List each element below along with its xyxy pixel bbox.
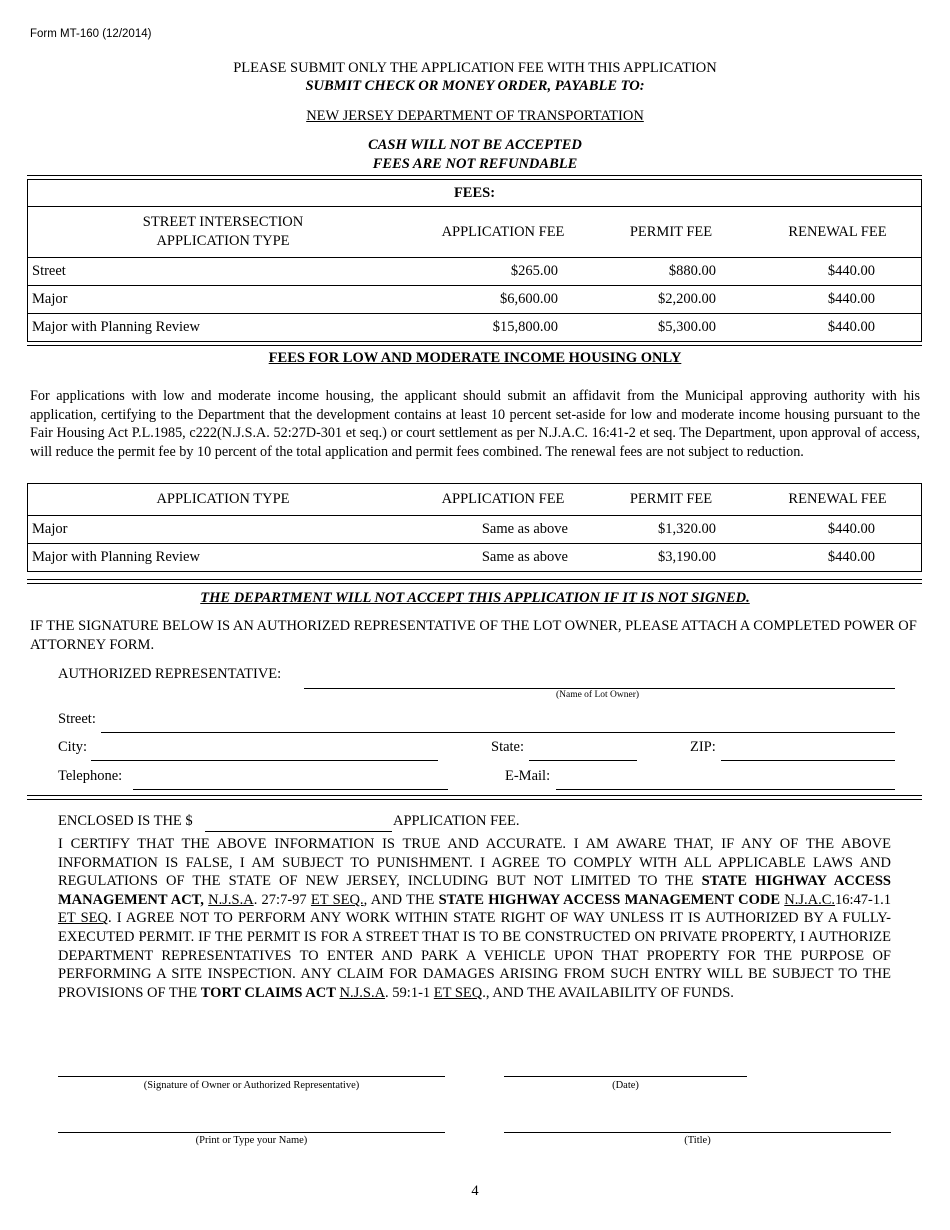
low-income-heading: FEES FOR LOW AND MODERATE INCOME HOUSING ONLY bbox=[268, 350, 682, 366]
table-row bbox=[28, 314, 921, 342]
refund-notice: FEES ARE NOT REFUNDABLE bbox=[372, 156, 578, 172]
fees-table-box bbox=[27, 179, 922, 342]
row-renewal-fee: $440.00 bbox=[754, 286, 921, 314]
title-caption: (Title) bbox=[684, 1135, 711, 1146]
payable-notice: SUBMIT CHECK OR MONEY ORDER, PAYABLE TO: bbox=[305, 78, 645, 94]
row-renewal-fee: $440.00 bbox=[754, 258, 921, 286]
col-renewal-header: RENEWAL FEE bbox=[754, 207, 921, 258]
row-permit-fee: $3,190.00 bbox=[658, 549, 716, 565]
divider bbox=[27, 795, 922, 796]
auth-rep-label: AUTHORIZED REPRESENTATIVE: bbox=[58, 666, 282, 682]
low-income-paragraph: For applications with low and moderate income housing, the applicant should submit an affidavit from the Municipal approving authority with his application, certifying to the Department that the development contains at least 10 percent set-aside for low and moderate income housing pursuant to the Fair Housing Act P.L.1985, c222(N.J.S.A. 52:27D-301 et seq.) or court settlement as per N.J.A.C. 16:41-2 et seq. The Department, upon approval of access, will reduce the permit fee by 10 percent of the total application and permit fees combined. The renewal fees are not subject to reduction. bbox=[30, 388, 920, 460]
fees-title: FEES: bbox=[28, 180, 921, 207]
zip-input[interactable] bbox=[721, 740, 895, 761]
signature-line[interactable] bbox=[58, 1076, 445, 1077]
fees-table bbox=[28, 207, 921, 341]
divider bbox=[27, 583, 922, 584]
divider bbox=[27, 579, 922, 580]
row-app-fee: $6,600.00 bbox=[418, 286, 588, 314]
table-row bbox=[28, 258, 921, 286]
page-number: 4 bbox=[471, 1183, 479, 1199]
fees-header-row bbox=[28, 207, 921, 258]
row-app-fee: $15,800.00 bbox=[492, 319, 558, 335]
row-renewal-fee: $440.00 bbox=[827, 549, 875, 565]
date-line[interactable] bbox=[504, 1076, 747, 1077]
lot-owner-caption: (Name of Lot Owner) bbox=[555, 690, 640, 700]
email-input[interactable] bbox=[556, 769, 895, 790]
submit-notice: PLEASE SUBMIT ONLY THE APPLICATION FEE WITH THIS APPLICATION bbox=[233, 60, 717, 76]
signature-caption: (Signature of Owner or Authorized Representative) bbox=[143, 1080, 360, 1091]
row-app-fee: $265.00 bbox=[418, 258, 588, 286]
enclosed-prefix: ENCLOSED IS THE $ bbox=[58, 813, 193, 829]
divider bbox=[27, 175, 922, 176]
title-line[interactable] bbox=[504, 1132, 891, 1133]
date-caption: (Date) bbox=[612, 1080, 639, 1091]
enclosed-amount-input[interactable] bbox=[205, 812, 392, 832]
street-input[interactable] bbox=[101, 712, 895, 733]
email-label: E-Mail: bbox=[505, 768, 551, 784]
name-caption: (Print or Type your Name) bbox=[195, 1135, 308, 1146]
row-app-fee: Same as above bbox=[418, 516, 588, 544]
state-label: State: bbox=[491, 739, 525, 755]
col-type-header: STREET INTERSECTION APPLICATION TYPE bbox=[28, 207, 418, 258]
table-row bbox=[28, 516, 921, 544]
poa-notice: IF THE SIGNATURE BELOW IS AN AUTHORIZED REPRESENTATIVE OF THE LOT OWNER, PLEASE ATTACH A COMPLETED POWER OF ATTORNEY FORM. bbox=[30, 618, 917, 653]
row-app-fee: Same as above bbox=[481, 549, 568, 565]
row-permit-fee: $2,200.00 bbox=[588, 286, 754, 314]
name-line[interactable] bbox=[58, 1132, 445, 1133]
col-permit-header: PERMIT FEE bbox=[588, 484, 754, 516]
certification-text: I CERTIFY THAT THE ABOVE INFORMATION IS TRUE AND ACCURATE. I AM AWARE THAT, IF ANY OF THE ABOVE INFORMATION IS FALSE, I AM SUBJECT TO PUNISHMENT. I AGREE TO COMPLY WITH ALL APPLICABLE LAWS AND REGULATIONS OF THE STATE OF NEW JERSEY, INCLUDING BUT NOT LIMITED TO THE STATE HIGHWAY ACCESS MANAGEMENT ACT, N.J.S.A. 27:7-97 ET SEQ., AND THE STATE HIGHWAY ACCESS MANAGEMENT CODE N.J.A.C.16:47-1.1 ET SEQ. I AGREE NOT TO PERFORM ANY WORK WITHIN STATE RIGHT OF WAY UNLESS IT IS AUTHORIZED BY A FULLY-EXECUTED PERMIT. IF THE PERMIT IS FOR A STREET THAT IS TO BE CONSTRUCTED ON PRIVATE PROPERTY, I AUTHORIZE DEPARTMENT REPRESENTATIVES TO ENTER AND PARK A VEHICLE UPON THAT PROPERTY FOR THE PURPOSE OF PERFORMING A SITE INSPECTION. ANY CLAIM FOR DAMAGES ARISING FROM SUCH ENTRY WILL BE SUBJECT TO THE PROVISIONS OF THE TORT CLAIMS ACT N.J.S.A. 59:1-1 ET SEQ., AND THE AVAILABILITY OF FUNDS. bbox=[58, 836, 892, 1001]
col-permit-header: PERMIT FEE bbox=[588, 207, 754, 258]
signature-notice: THE DEPARTMENT WILL NOT ACCEPT THIS APPLICATION IF IT IS NOT SIGNED. bbox=[200, 590, 750, 606]
low-income-table bbox=[28, 484, 921, 571]
city-label: City: bbox=[58, 739, 88, 755]
street-label: Street: bbox=[58, 711, 96, 727]
low-income-table-box bbox=[27, 483, 922, 572]
table-row bbox=[28, 286, 921, 314]
col-app-header: APPLICATION FEE bbox=[418, 207, 588, 258]
row-type: Street bbox=[28, 258, 418, 286]
telephone-label: Telephone: bbox=[58, 768, 123, 784]
col-app-header: APPLICATION FEE bbox=[418, 484, 588, 516]
table-row bbox=[28, 544, 921, 572]
city-input[interactable] bbox=[91, 740, 438, 761]
row-type: Major with Planning Review bbox=[32, 549, 200, 565]
row-permit-fee: $880.00 bbox=[588, 258, 754, 286]
low-income-header-row bbox=[28, 484, 921, 516]
row-renewal-fee: $440.00 bbox=[754, 516, 921, 544]
auth-rep-input[interactable] bbox=[304, 668, 895, 689]
zip-label: ZIP: bbox=[690, 739, 716, 755]
row-renewal-fee: $440.00 bbox=[827, 319, 875, 335]
payee-name: NEW JERSEY DEPARTMENT OF TRANSPORTATION bbox=[306, 108, 644, 124]
row-type: Major bbox=[28, 286, 418, 314]
col-renewal-header: RENEWAL FEE bbox=[754, 484, 921, 516]
row-permit-fee: $5,300.00 bbox=[658, 319, 716, 335]
row-type: Major bbox=[28, 516, 418, 544]
row-type: Major with Planning Review bbox=[32, 319, 200, 335]
col-type-header: APPLICATION TYPE bbox=[28, 484, 418, 516]
divider bbox=[27, 341, 922, 342]
cash-notice: CASH WILL NOT BE ACCEPTED bbox=[368, 137, 582, 153]
divider bbox=[27, 345, 922, 346]
form-id: Form MT-160 (12/2014) bbox=[30, 28, 152, 40]
row-permit-fee: $1,320.00 bbox=[588, 516, 754, 544]
state-input[interactable] bbox=[529, 740, 637, 761]
enclosed-suffix: APPLICATION FEE. bbox=[393, 813, 520, 829]
divider bbox=[27, 799, 922, 800]
telephone-input[interactable] bbox=[133, 769, 448, 790]
